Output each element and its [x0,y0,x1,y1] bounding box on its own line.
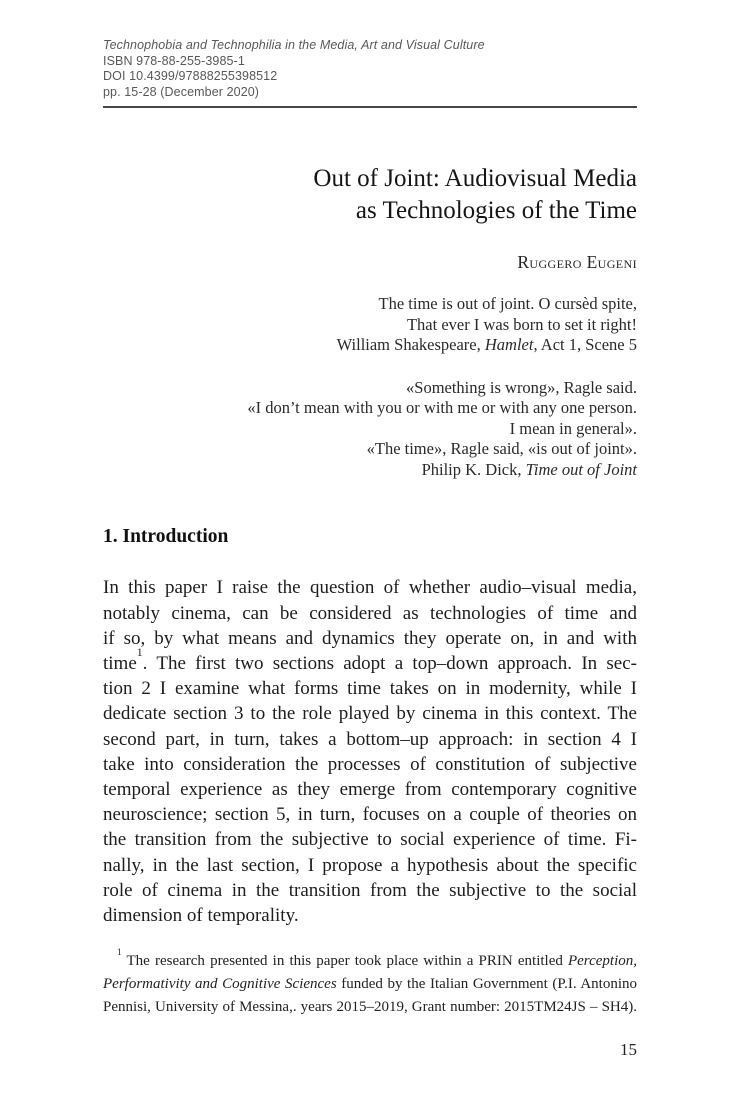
epigraph-shakespeare: The time is out of joint. O cursèd spite, That ever I was born to set it right! William Shakespeare, Hamlet, Act 1, Scene 5 [336,294,637,355]
article-title: Out of Joint: Audiovisual Media as Technologies of the Time [313,165,637,225]
isbn: ISBN 978-88-255-3985-1 [103,53,245,68]
footnote: $^1$ The research presented in this paper took place within a PRIN entitled Perception, Performativity and Cognitive Sciences funded by the Italian Government (P.I. Antonino Pennisi, University of Messina,. years 2015–2019, Grant number: 2015TM24JS – SH4). [103,948,637,1016]
header-rule [103,106,637,108]
author-name: Ruggero Eugeni [517,252,637,273]
page-number: 15 [620,1040,637,1059]
publication-info [103,38,637,100]
doi: DOI 10.4399/97888255398512 [103,69,278,84]
body-paragraph: In this paper I raise the question of whether audio–visual media, notably cinema, can be considered as technologies of time and if so, by what means and dynamics they operate on, in and with time$^1$. The first two sections adopt a top–down approach. In sec- tion 2 I examine what forms time takes on in modernity, while I dedicate section 3 to the role played by cinema in this context. The second part, in turn, takes a bottom–up approach: in section 4 I take into consideration the processes of constitution of subjective temporal experience as they emerge from contemporary cognitive neuroscience; section 5, in turn, focuses on a couple of theories on the transition from the subjective to social experience of time. Fi- nally, in the last section, I propose a hypothesis about the specific role of cinema in the transition from the subjective to the social dimension of temporality. [103,577,637,927]
epigraph-dick: «Something is wrong», Ragle said. «I don’t mean with you or with me or with any one person. I mean in general». «The time», Ragle said, «is out of joint». Philip K. Dick, Time out of Joint [247,377,637,479]
pages-date: pp. 15-28 (December 2020) [103,84,260,99]
section-heading: 1. Introduction [103,526,229,548]
content-column [103,38,637,1019]
series-title: Technophobia and Technophilia in the Media, Art and Visual Culture [103,38,485,52]
